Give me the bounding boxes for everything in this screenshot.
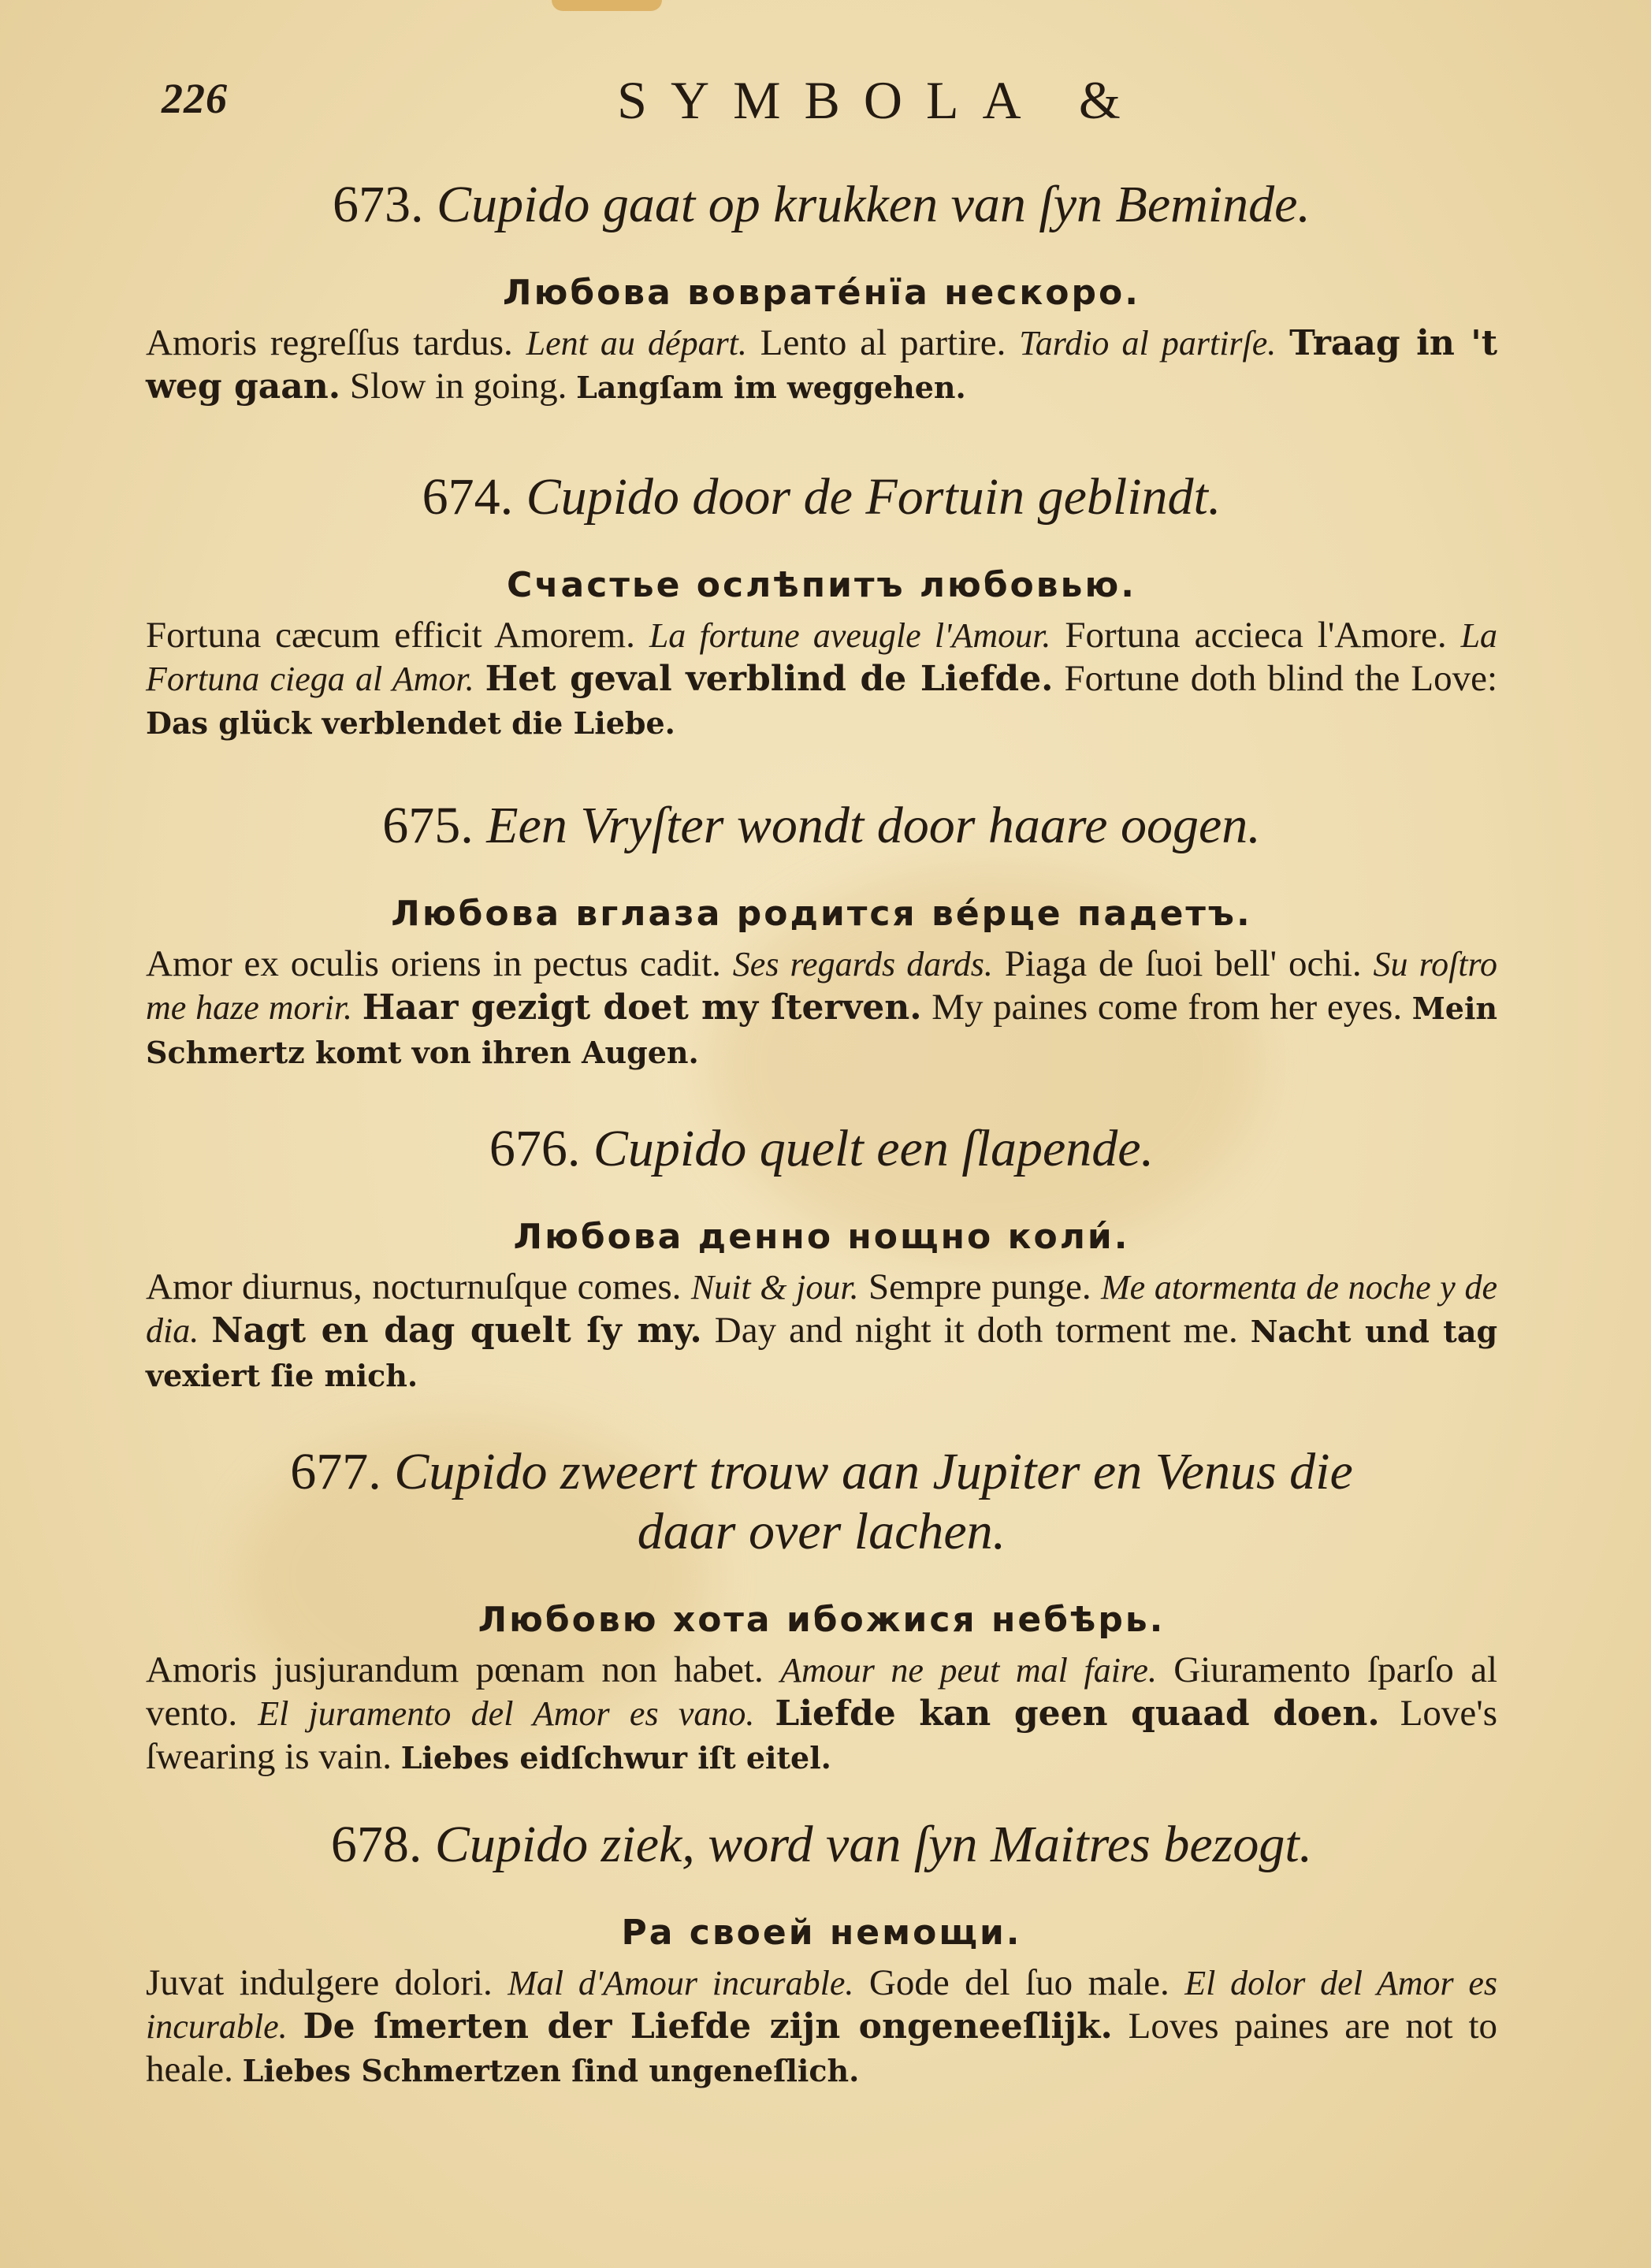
entry-title-text: Cupido door de Fortuin geblindt. (526, 468, 1222, 526)
french-motto: Amour ne peut mal faire. (780, 1651, 1157, 1690)
entry-title-text: Een Vryſter wondt door haare oogen. (486, 797, 1261, 854)
dutch-motto: Haar gezigt doet my ſterven. (362, 987, 922, 1028)
dutch-motto: Traag in 't weg gaan. (146, 323, 1498, 407)
motto-translations (146, 614, 1497, 745)
entry-title (146, 467, 1497, 527)
german-motto: Liebes Schmertzen ſind ungeneſlich. (242, 2053, 860, 2088)
running-title: SYMBOLA & (617, 70, 1144, 130)
italian-motto: Fortuna accieca l'Amore. (1065, 615, 1447, 656)
italian-motto: Giuramento ſparſo al vento. (146, 1649, 1498, 1734)
slavonic-motto: Любовю хота ибожися небѣрь. (478, 1600, 1166, 1640)
emblem-entry (146, 1815, 1497, 2092)
motto-translations (146, 1649, 1497, 1779)
french-motto: Nuit & jour. (690, 1268, 859, 1307)
motto-translations (146, 1266, 1497, 1397)
english-motto: Love's ſwearing is vain. (146, 1693, 1498, 1777)
emblem-entry (146, 796, 1497, 1074)
entry-title (146, 796, 1497, 856)
german-motto: Nacht und tag vexiert ſie mich. (146, 1314, 1498, 1393)
dutch-motto: De ſmerten der Liefde zijn ongeneeſlijk. (303, 2006, 1113, 2047)
entry-number: 674. (422, 468, 514, 526)
german-motto: Das glück verblendet die Liebe. (146, 705, 675, 741)
french-motto: Lent au départ. (526, 324, 747, 363)
latin-motto: Amoris jusjurandum pœnam non habet. (146, 1649, 764, 1690)
french-motto: La fortune aveugle l'Amour. (649, 616, 1051, 655)
italian-motto: Sempre punge. (868, 1266, 1091, 1307)
slavonic-motto: Любова вглаза родится ве́рце падетъ. (391, 894, 1252, 934)
slavonic-motto: Любова воврате́нїа нескоро. (503, 273, 1140, 313)
emblem-entry (146, 1119, 1497, 1397)
entry-title-text: Cupido zweert trouw aan Jupiter en Venus die daar over lachen. (394, 1443, 1353, 1560)
italian-motto: Gode del ſuo male. (868, 1962, 1169, 2003)
entry-title (146, 175, 1497, 235)
italian-motto: Piaga de ſuoi bell' ochi. (1004, 943, 1362, 984)
entry-title (146, 1442, 1497, 1562)
spanish-motto: Su roſtro me haze morir. (146, 945, 1498, 1027)
slavonic-motto: Любова денно нощно коли́. (513, 1217, 1130, 1257)
english-motto: Fortune doth blind the Love: (1064, 658, 1498, 699)
entry-number: 676. (489, 1120, 581, 1177)
entry-number: 673. (333, 176, 424, 233)
italian-motto: Lento al partire. (760, 322, 1006, 363)
spanish-motto: La Fortuna ciega al Amor. (146, 616, 1498, 698)
emblem-entry (146, 467, 1497, 745)
english-motto: My paines come from her eyes. (931, 987, 1403, 1028)
spanish-motto: Tardio al partirſe. (1019, 324, 1277, 363)
running-head (0, 69, 1651, 132)
page-number: 226 (162, 75, 228, 122)
spanish-motto: El dolor del Amor es incurable. (146, 1964, 1498, 2046)
slavonic-motto: Счастье ослѣпитъ любовью. (507, 565, 1136, 605)
motto-translations (146, 943, 1497, 1074)
french-motto: Mal d'Amour incurable. (508, 1964, 854, 2002)
german-motto: Langſam im weggehen. (576, 370, 966, 405)
latin-motto: Amor ex oculis oriens in pectus cadit. (146, 943, 721, 984)
entry-number: 675. (382, 797, 474, 854)
french-motto: Ses regards dards. (732, 945, 993, 983)
emblem-entry (146, 175, 1497, 409)
latin-motto: Amor diurnus, nocturnuſque comes. (146, 1266, 682, 1307)
latin-motto: Amoris regreſſus tardus. (146, 322, 513, 363)
english-motto: Day and night it doth torment me. (714, 1310, 1238, 1351)
dutch-motto: Nagt en dag quelt ſy my. (211, 1311, 702, 1351)
spanish-motto: Me atormenta de noche y de dia. (146, 1268, 1497, 1350)
motto-translations (146, 322, 1497, 409)
entry-title-text: Cupido quelt een ſlapende. (593, 1120, 1155, 1177)
entry-title-text: Cupido ziek, word van ſyn Maitres bezogt. (434, 1816, 1313, 1873)
entry-title (146, 1119, 1497, 1179)
slavonic-motto: Ра своей немощи. (621, 1913, 1022, 1953)
latin-motto: Juvat indulgere dolori. (146, 1962, 493, 2003)
english-motto: Loves paines are not to heale. (146, 2006, 1498, 2090)
motto-translations (146, 1961, 1497, 2092)
dutch-motto: Liefde kan geen quaad doen. (775, 1694, 1380, 1734)
entry-title-text: Cupido gaat op krukken van ſyn Beminde. (437, 176, 1311, 233)
german-motto: Mein Schmertz komt von ihren Augen. (146, 991, 1498, 1070)
latin-motto: Fortuna cæcum efficit Amorem. (146, 615, 635, 656)
entry-number: 678. (330, 1816, 422, 1873)
emblem-entry (146, 1442, 1497, 1779)
english-motto: Slow in going. (349, 366, 567, 407)
ink-blot (552, 0, 662, 11)
entry-number: 677. (290, 1443, 381, 1500)
german-motto: Liebes eidſchwur iſt eitel. (400, 1740, 831, 1775)
spanish-motto: El juramento del Amor es vano. (258, 1694, 755, 1733)
entry-title (146, 1815, 1497, 1875)
dutch-motto: Het geval verblind de Liefde. (485, 659, 1054, 699)
